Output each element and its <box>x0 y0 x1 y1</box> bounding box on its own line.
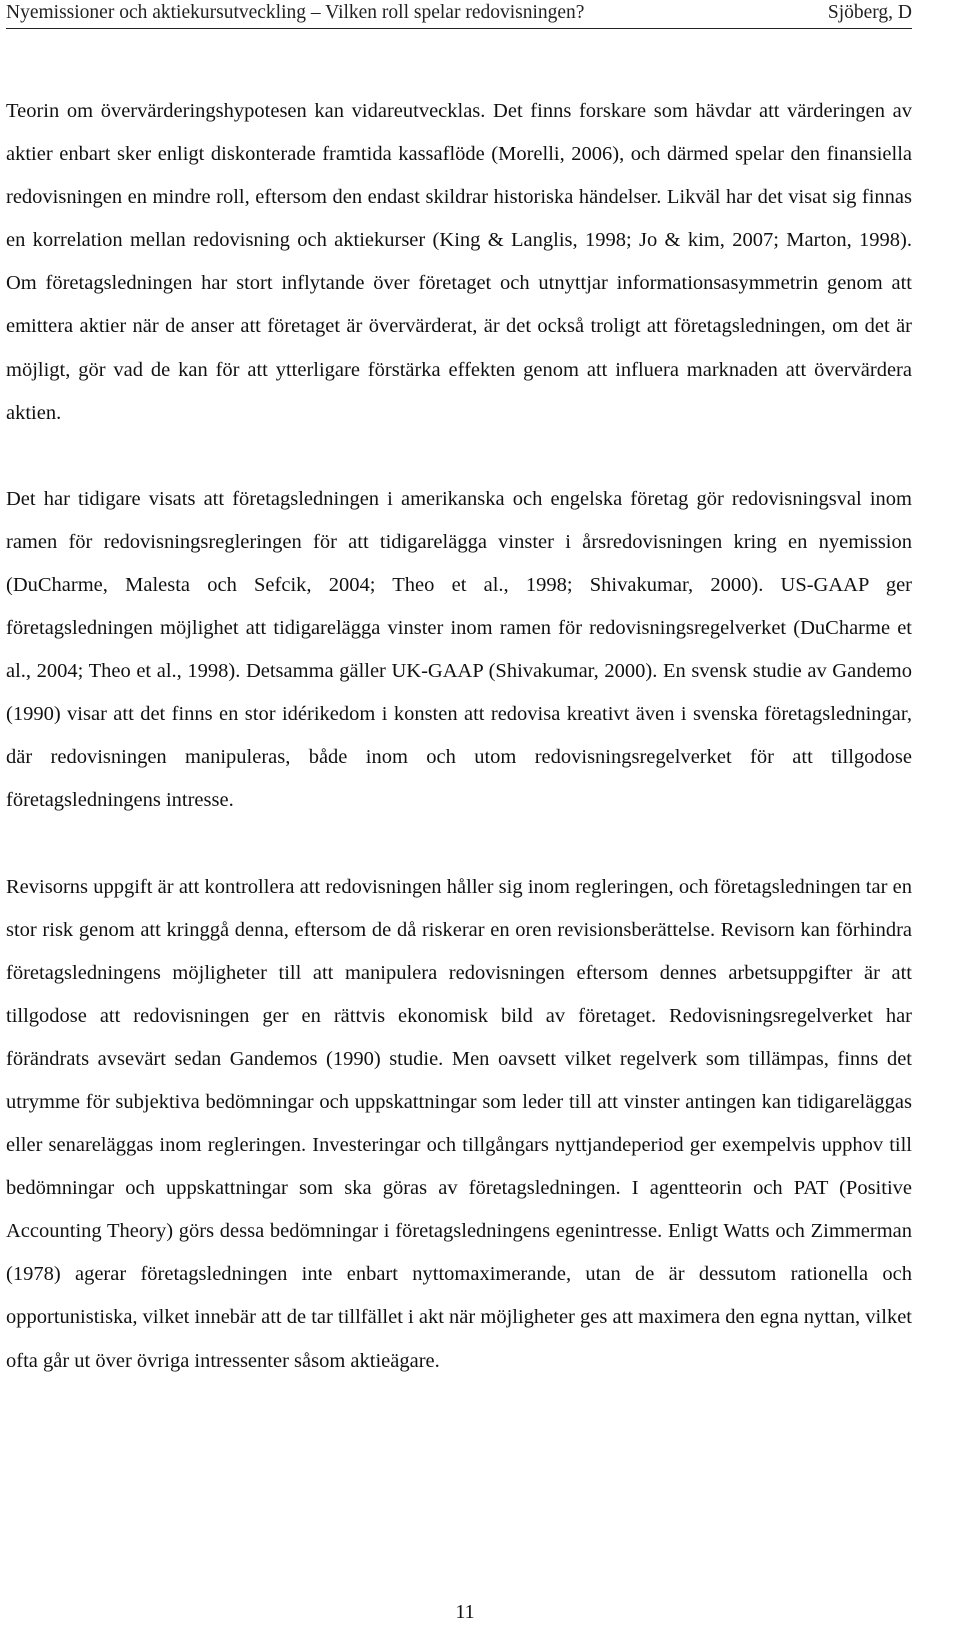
paragraph: Teorin om övervärderingshypotesen kan vidareutvecklas. Det finns forskare som hävdar att värderingen av aktier enbart sker enligt diskonterade framtida kassaflöde (Morelli, 2006), och därmed spelar den finansiella redovisningen en mindre roll, eftersom den endast skildrar historiska händelser. Likväl har det visat sig finnas en korrelation mellan redovisning och aktiekurser (King & Langlis, 1998; Jo & kim, 2007; Marton, 1998). Om företagsledningen har stort inflytande över företaget och utnyttjar informationsasymmetrin genom att emittera aktier när de anser att företaget är övervärderat, är det också troligt att företagsledningen, om det är möjligt, gör vad de kan för att ytterligare förstärka effekten genom att influera marknaden att övervärdera aktien. <box>6 100 912 424</box>
paragraph: Det har tidigare visats att företagsledningen i amerikanska och engelska företag gör redovisningsval inom ramen för redovisningsregleringen för att tidigarelägga vinster i årsredovisningen kring en nyemission (DuCharme, Malesta och Sefcik, 2004; Theo et al., 1998; Shivakumar, 2000). US-GAAP ger företagsledningen möjlighet att tidigarelägga vinster inom ramen för redovisningsregelverket (DuCharme et al., 2004; Theo et al., 1998). Detsamma gäller UK-GAAP (Shivakumar, 2000). En svensk studie av Gandemo (1990) visar att det finns en stor idérikedom i konsten att redovisa kreativt även i svenska företagsledningar, där redovisningen manipuleras, både inom och utom redovisningsregelverket för att tillgodose företagsledningens intresse. <box>6 487 912 812</box>
header-title: Nyemissioner och aktiekursutveckling – Vilken roll spelar redovisningen? <box>6 2 585 23</box>
running-header <box>6 2 912 29</box>
page-number: 11 <box>455 1601 475 1623</box>
document-body <box>6 90 912 1383</box>
paragraph: Revisorns uppgift är att kontrollera att redovisningen håller sig inom regleringen, och företagsledningen tar en stor risk genom att kringgå denna, eftersom de då riskerar en oren revisionsberättelse. Revisorn kan förhindra företagsledningens möjligheter till att manipulera redovisningen eftersom dennes arbetsuppgifter är att tillgodose att redovisningen ger en rättvis ekonomisk bild av företaget. Redovisningsregelverket har förändrats avsevärt sedan Gandemos (1990) studie. Men oavsett vilket regelverk som tillämpas, finns det utrymme för subjektiva bedömningar och uppskattningar som leder till att vinster antingen kan tidigareläggas eller senareläggas inom regleringen. Investeringar och tillgångars nyttjandeperiod ger exempelvis upphov till bedömningar och uppskattningar som ska göras av företagsledningen. I agentteorin och PAT (Positive Accounting Theory) görs dessa bedömningar i företagsledningens egenintresse. Enligt Watts och Zimmerman (1978) agerar företagsledningen inte enbart nyttomaximerande, utan de är dessutom rationella och opportunistiska, vilket innebär att de tar tillfället i akt när möjligheter ges att maximera den egna nyttan, vilket ofta går ut över övriga intressenter såsom aktieägare. <box>6 875 912 1372</box>
header-author: Sjöberg, D <box>827 2 912 23</box>
